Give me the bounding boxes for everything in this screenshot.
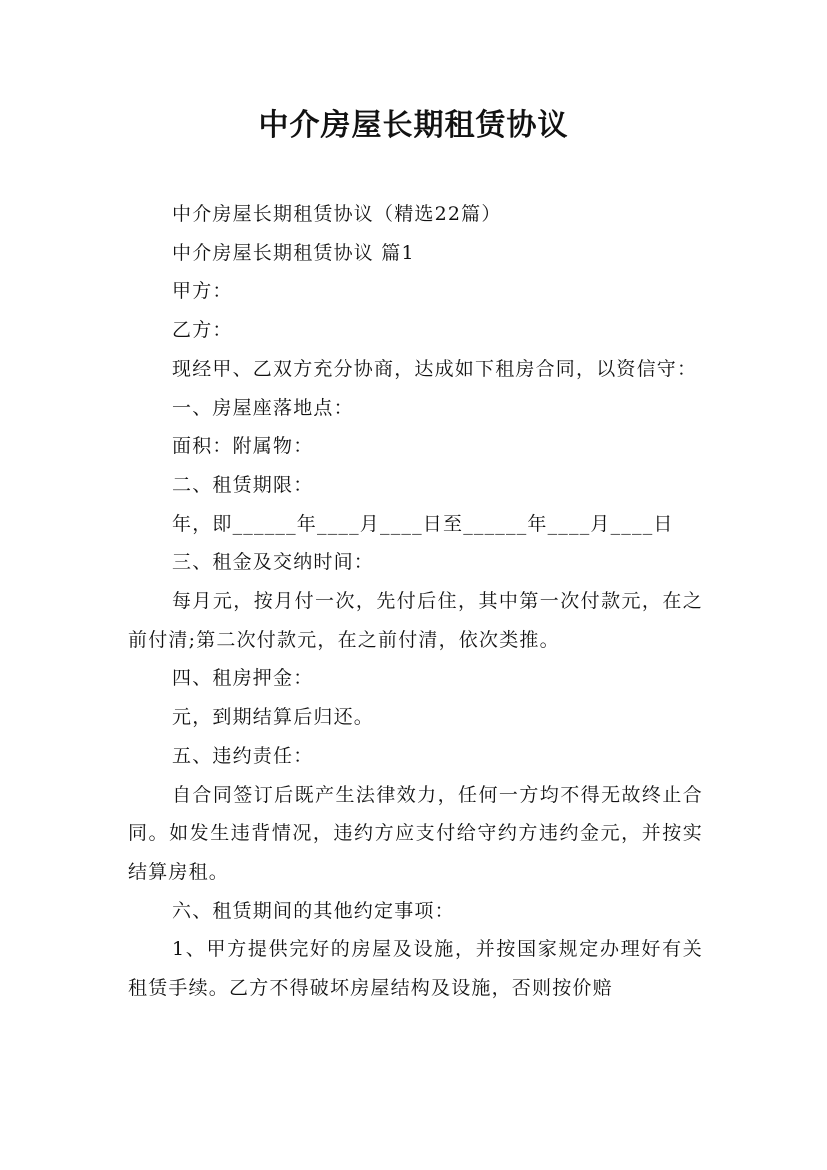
paragraph-breach: 自合同签订后既产生法律效力，任何一方均不得无故终止合同。如发生违背情况，违约方应支付给守约方违约金元，并按实结算房租。 [128, 783, 703, 883]
paragraph-deposit: 元，到期结算后归还。 [172, 706, 375, 729]
document-body [128, 195, 703, 1008]
paragraph-clause-5-heading: 五、违约责任： [172, 744, 314, 767]
paragraph-party-b: 乙方： [172, 319, 233, 342]
paragraph-term-dates: 年，即______年____月____日至______年____月____日 [172, 512, 674, 535]
paragraph-rent-payment: 每月元，按月付一次，先付后住，其中第一次付款元，在之前付清;第二次付款元，在之前付清，依次类推。 [128, 590, 703, 651]
paragraph-clause-1-heading: 一、房屋座落地点： [172, 396, 354, 419]
paragraph-clause-3-heading: 三、租金及交纳时间： [172, 551, 375, 574]
document-title: 中介房屋长期租赁协议 [258, 108, 569, 143]
paragraph-subtitle: 中介房屋长期租赁协议（精选22篇） [172, 203, 502, 225]
paragraph-item-1: 1、甲方提供完好的房屋及设施，并按国家规定办理好有关租赁手续。乙方不得破坏房屋结构及设施，否则按价赔 [128, 938, 703, 1000]
paragraph-clause-2-heading: 二、租赁期限： [172, 473, 314, 496]
paragraph-section-heading: 中介房屋长期租赁协议 篇1 [172, 241, 415, 264]
paragraph-area: 面积：附属物： [172, 435, 314, 458]
paragraph-party-a: 甲方： [172, 280, 233, 303]
paragraph-clause-6-heading: 六、租赁期间的其他约定事项： [172, 899, 455, 922]
paragraph-preamble: 现经甲、乙双方充分协商，达成如下租房合同，以资信守： [172, 357, 698, 380]
paragraph-clause-4-heading: 四、租房押金： [172, 667, 314, 690]
